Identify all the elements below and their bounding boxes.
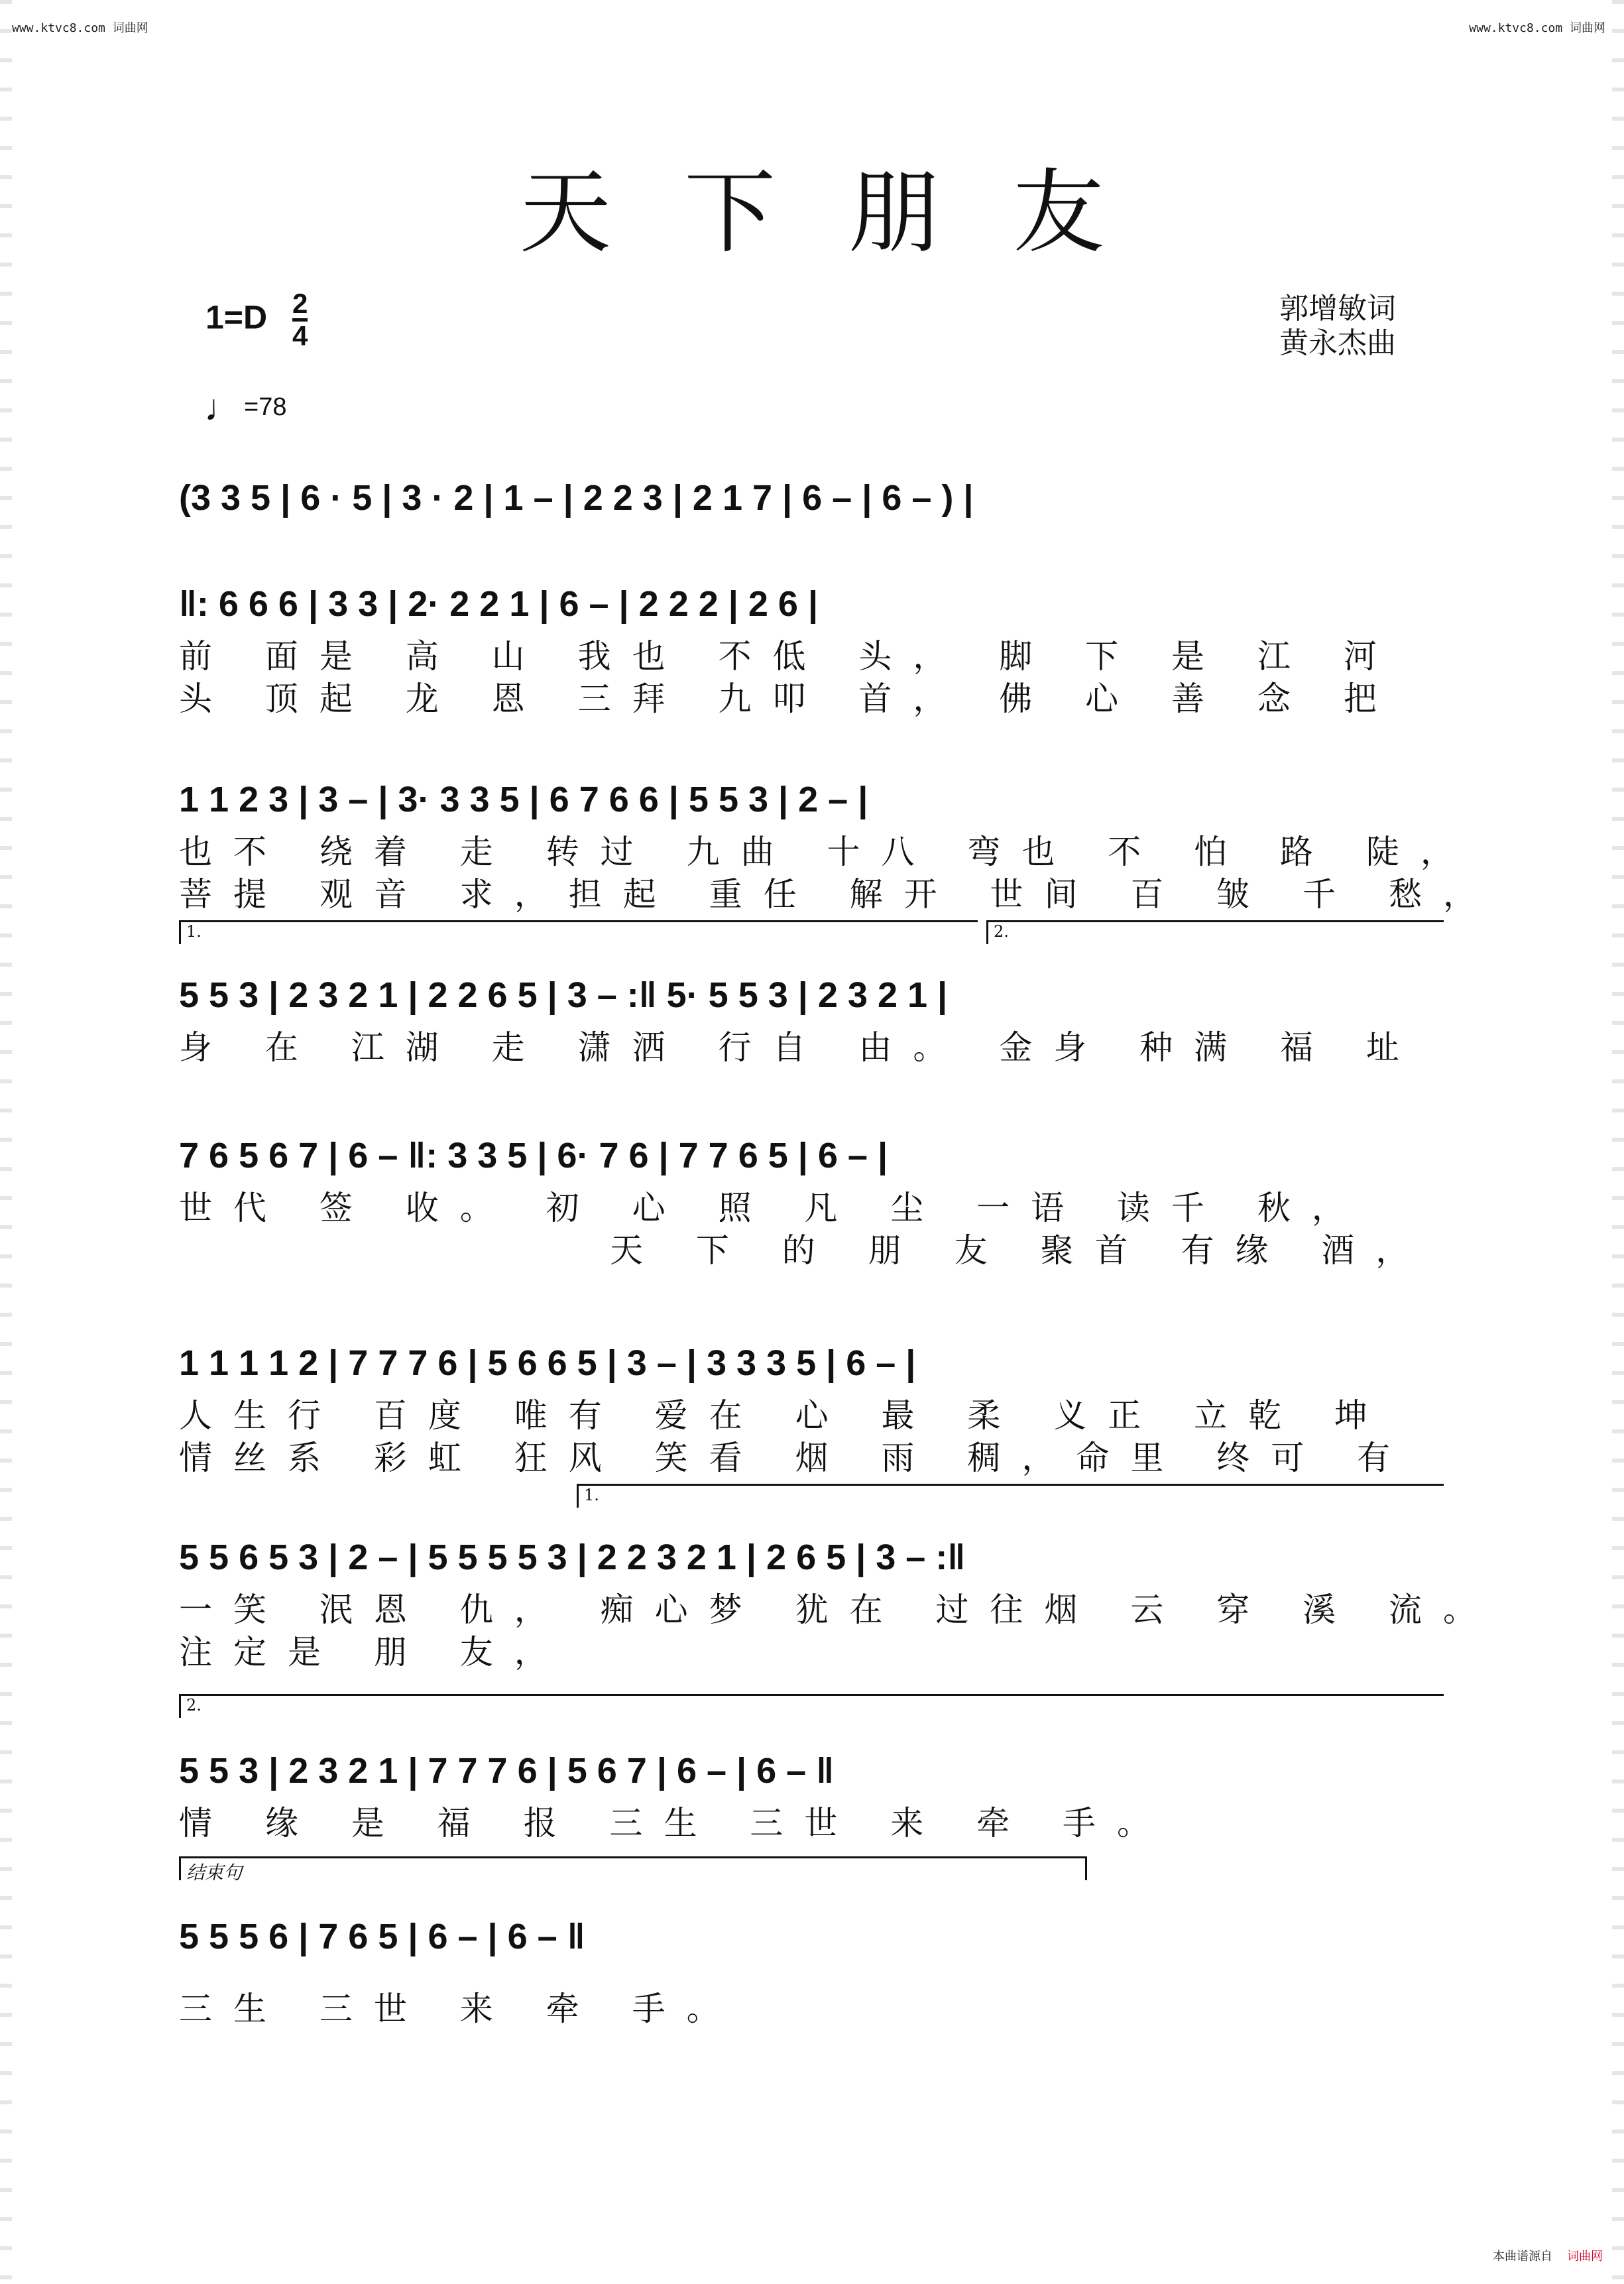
right-edge-watermark [1612,0,1624,2284]
notation: (3 3 5 | 6 · 5 | 3 · 2 | 1 – | 2 2 3 | 2 1 7 | 6 – | 6 – ) | [179,478,974,518]
score-line-3 [179,975,1452,1067]
volta-first-ending: 1. [577,1484,1444,1508]
notation: 1 1 2 3 | 3 – | 3· 3 3 5 | 6 7 6 6 | 5 5 3 | 2 – | [179,780,868,819]
score-line-4 [179,1135,1452,1270]
volta-second-ending: 2. [179,1694,1444,1718]
credits [1279,292,1396,361]
time-signature [292,290,308,349]
lyric-verse-1: 人生行 百度 唯有 爱在 心 最 柔 义正 立乾 坤 [179,1396,1389,1435]
lyric-verse-2: 菩提 观音 求，担起 重任 解开 世间 百 皱 千 愁， [179,875,1498,914]
score-line-2 [179,779,1498,914]
lyric-verse-2: 天 下 的 朋 友 聚首 有缘 酒， [610,1231,1430,1270]
quarter-note-icon: ♩ [204,387,241,428]
ending-phrase-box: 结束句 [179,1856,1087,1880]
header-site-left: www.ktvc8.com 词曲网 [12,21,148,35]
lyric-verse-1: 前 面是 高 山 我也 不低 头， 脚 下 是 江 河 [179,637,1398,676]
key-signature [205,290,308,349]
composer: 黄永杰曲 [1279,326,1396,360]
notation: ‖: 6 6 6 | 3 3 | 2· 2 2 1 | 6 – | 2 2 2 | 2 6 | [179,584,819,624]
tempo-marking [204,386,286,429]
song-title: 天下朋友 [519,159,1177,266]
notation: 1 1 1 1 2 | 7 7 7 6 | 5 6 6 5 | 3 – | 3 3 3 5 | 6 – | [179,1343,916,1383]
tempo-value: =78 [244,393,287,421]
footer-brand: 词曲网 [1567,2250,1603,2263]
footer [1493,2247,1603,2264]
lyric-verse-2: 情丝系 彩虹 狂风 笑看 烟 雨 稠，命里 终可 有 [179,1439,1412,1477]
lyricist: 郭增敏词 [1279,292,1396,326]
lyric-verse-1: 身 在 江湖 走 潇洒 行自 由。 金身 种满 福 址 [179,1028,1421,1067]
lyric-verse-1: 三生 三世 来 牵 手。 [179,1990,741,2028]
notation: 5 5 3 | 2 3 2 1 | 2 2 6 5 | 3 – :‖ 5· 5 5 3 | 2 3 2 1 | [179,975,948,1015]
time-top: 2 [292,288,308,319]
lyric-verse-1: 一笑 泯恩 仇， 痴心梦 犹在 过往烟 云 穿 溪 流。 [179,1591,1498,1629]
lyric-verse-1: 也不 绕着 走 转过 九曲 十八 弯也 不 怕 路 陡， [179,833,1475,871]
header-site-right: www.ktvc8.com 词曲网 [1469,21,1605,35]
score-line-6 [179,1537,1498,1671]
volta-first-ending: 1. [179,920,978,944]
lyric-verse-1: 情 缘 是 福 报 三生 三世 来 牵 手。 [179,1804,1172,1842]
time-bottom: 4 [292,320,308,351]
score-line-8 [179,1916,1452,2028]
score-line-0 [179,477,1452,524]
notation: 5 5 3 | 2 3 2 1 | 7 7 7 6 | 5 6 7 | 6 – | 6 – ‖ [179,1751,835,1791]
key-label: 1=D [205,298,268,336]
notation: 5 5 5 6 | 7 6 5 | 6 – | 6 – ‖ [179,1917,585,1956]
score-line-7 [179,1750,1452,1842]
notation: 5 5 6 5 3 | 2 – | 5 5 5 5 3 | 2 2 3 2 1 | 2 6 5 | 3 – :‖ [179,1537,966,1577]
footer-note: 本曲谱源自 [1493,2250,1552,2263]
lyric-verse-2: 头 顶起 龙 恩 三拜 九叩 首， 佛 心 善 念 把 [179,680,1398,718]
lyric-verse-2: 注定是 朋 友， [179,1633,569,1671]
left-edge-watermark [0,0,12,2284]
lyric-verse-1: 世代 签 收。 初 心 照 凡 尘 一语 读千 秋， [179,1189,1366,1227]
score-line-1 [179,583,1452,718]
volta-second-ending: 2. [986,920,1444,944]
notation: 7 6 5 6 7 | 6 – ‖: 3 3 5 | 6· 7 6 | 7 7 6 5 | 6 – | [179,1136,888,1175]
score-line-5 [179,1343,1452,1477]
